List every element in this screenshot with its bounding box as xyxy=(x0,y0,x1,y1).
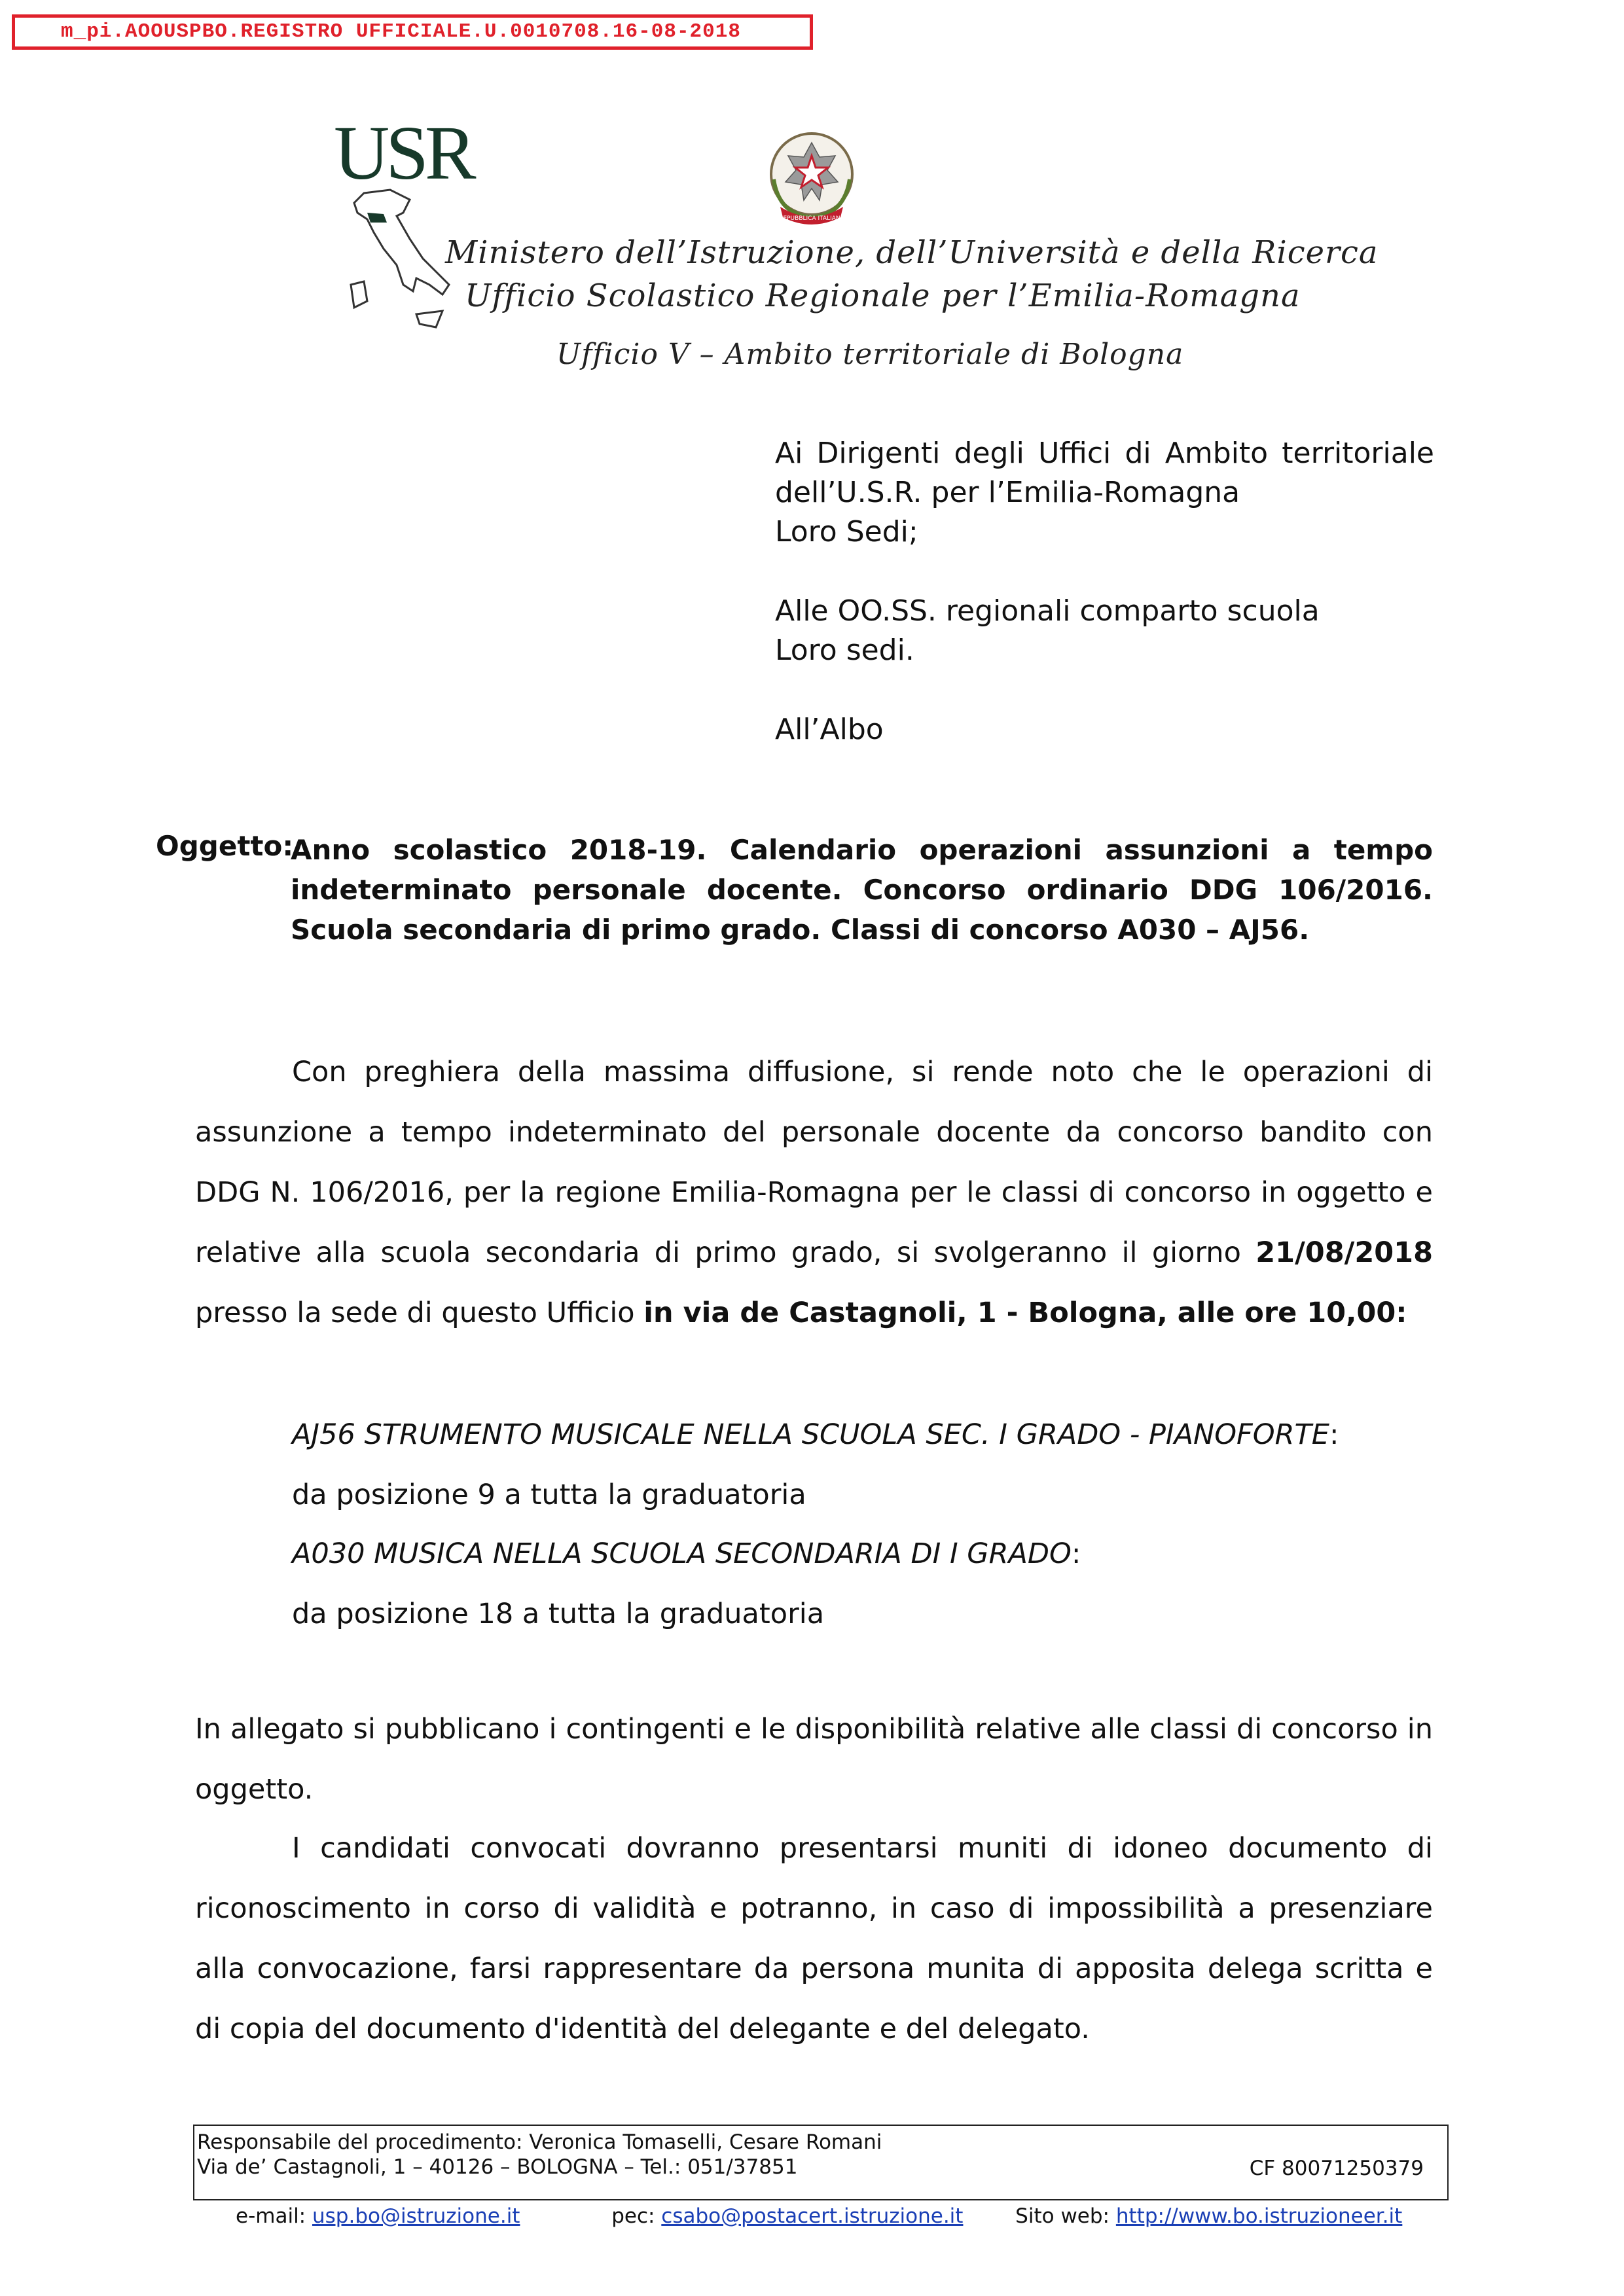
regional-office-name: Ufficio Scolastico Regionale per l’Emilia-Romagna xyxy=(465,278,1301,314)
recipient-line-4: Alle OO.SS. regionali comparto scuola xyxy=(775,594,1320,628)
paragraph-1-text-b: presso la sede di questo Ufficio xyxy=(195,1297,644,1329)
emblem-label: REPUBBLICA ITALIANA xyxy=(779,215,844,222)
paragraph-1-text-a: Con preghiera della massima diffusione, si rende noto che le operazioni di assunzione a tempo indeterminato del personale docente da concorso bandito con DDG N. 106/2016, per la regione Emilia-Romagna per le classi di concorso in oggetto e relative alla scuola secondaria di primo grado, si svolgeranno il giorno xyxy=(195,1056,1433,1269)
italy-map-icon xyxy=(338,187,456,337)
body-paragraph-3: I candidati convocati dovranno presentarsi muniti di idoneo documento di riconoscimento in corso di validità e potranno, in caso di impossibilità a presenziare alla convocazione, farsi rappresentare da persona munita di apposita delega scritta e di copia del documento d'identità del delegante e del delegato. xyxy=(195,1832,1433,2045)
class-item-aj56-title: AJ56 STRUMENTO MUSICALE NELLA SCUOLA SEC. I GRADO - PIANOFORTE xyxy=(292,1418,1329,1451)
ministry-name: Ministero dell’Istruzione, dell’Università e della Ricerca xyxy=(445,234,1379,271)
recipient-line-1: Ai Dirigenti degli Uffici di Ambito territoriale xyxy=(775,437,1434,470)
body-paragraph-1 xyxy=(195,1042,1433,1343)
recipient-line-2: dell’U.S.R. per l’Emilia-Romagna xyxy=(775,476,1240,509)
pec-link[interactable]: csabo@postacert.istruzione.it xyxy=(661,2204,964,2228)
footer-responsible: Responsabile del procedimento: Veronica Tomaselli, Cesare Romani xyxy=(197,2130,882,2154)
footer-tax-code: CF 80071250379 xyxy=(1249,2157,1424,2180)
footer-info-box xyxy=(193,2125,1449,2200)
footer-contacts xyxy=(236,2204,1402,2228)
colon: : xyxy=(1071,1537,1081,1570)
unit-name: Ufficio V – Ambito territoriale di Bologna xyxy=(556,338,1184,371)
recipient-line-3: Loro Sedi; xyxy=(775,515,918,548)
pec-label: pec: xyxy=(611,2204,655,2228)
recipient-line-6: All’Albo xyxy=(775,713,884,746)
class-item-aj56-range: da posizione 9 a tutta la graduatoria xyxy=(292,1479,806,1511)
usr-logo xyxy=(334,110,473,196)
subject-text: Anno scolastico 2018-19. Calendario operazioni assunzioni a tempo indeterminato personale docente. Concorso ordinario DDG 106/2016. Scuola secondaria di primo grado. Classi di concorso A030 – AJ56. xyxy=(291,834,1433,946)
class-item-a030-title: A030 MUSICA NELLA SCUOLA SECONDARIA DI I GRADO xyxy=(292,1537,1072,1570)
operation-place-time: in via de Castagnoli, 1 - Bologna, alle ore 10,00: xyxy=(643,1297,1407,1329)
protocol-stamp: m_pi.AOOUSPBO.REGISTRO UFFICIALE.U.0010708.16-08-2018 xyxy=(12,14,813,50)
website-label: Sito web: xyxy=(1015,2204,1110,2228)
usr-logo-text: USR xyxy=(334,110,473,196)
class-item-a030 xyxy=(292,1534,1081,1573)
body-paragraph-2: In allegato si pubblicano i contingenti e le disponibilità relative alle classi di concorso in oggetto. xyxy=(195,1713,1433,1806)
subject-label: Oggetto: xyxy=(156,830,294,862)
email-label: e-mail: xyxy=(236,2204,306,2228)
recipient-line-5: Loro sedi. xyxy=(775,634,914,667)
colon: : xyxy=(1329,1418,1339,1451)
italian-republic-emblem-icon xyxy=(759,123,864,228)
email-link[interactable]: usp.bo@istruzione.it xyxy=(312,2204,520,2228)
class-item-a030-range: da posizione 18 a tutta la graduatoria xyxy=(292,1598,825,1630)
website-link[interactable]: http://www.bo.istruzioneer.it xyxy=(1115,2204,1403,2228)
footer-address: Via de’ Castagnoli, 1 – 40126 – BOLOGNA – Tel.: 051/37851 xyxy=(197,2155,798,2179)
class-item-aj56 xyxy=(292,1415,1339,1454)
operation-date: 21/08/2018 xyxy=(1255,1236,1433,1269)
